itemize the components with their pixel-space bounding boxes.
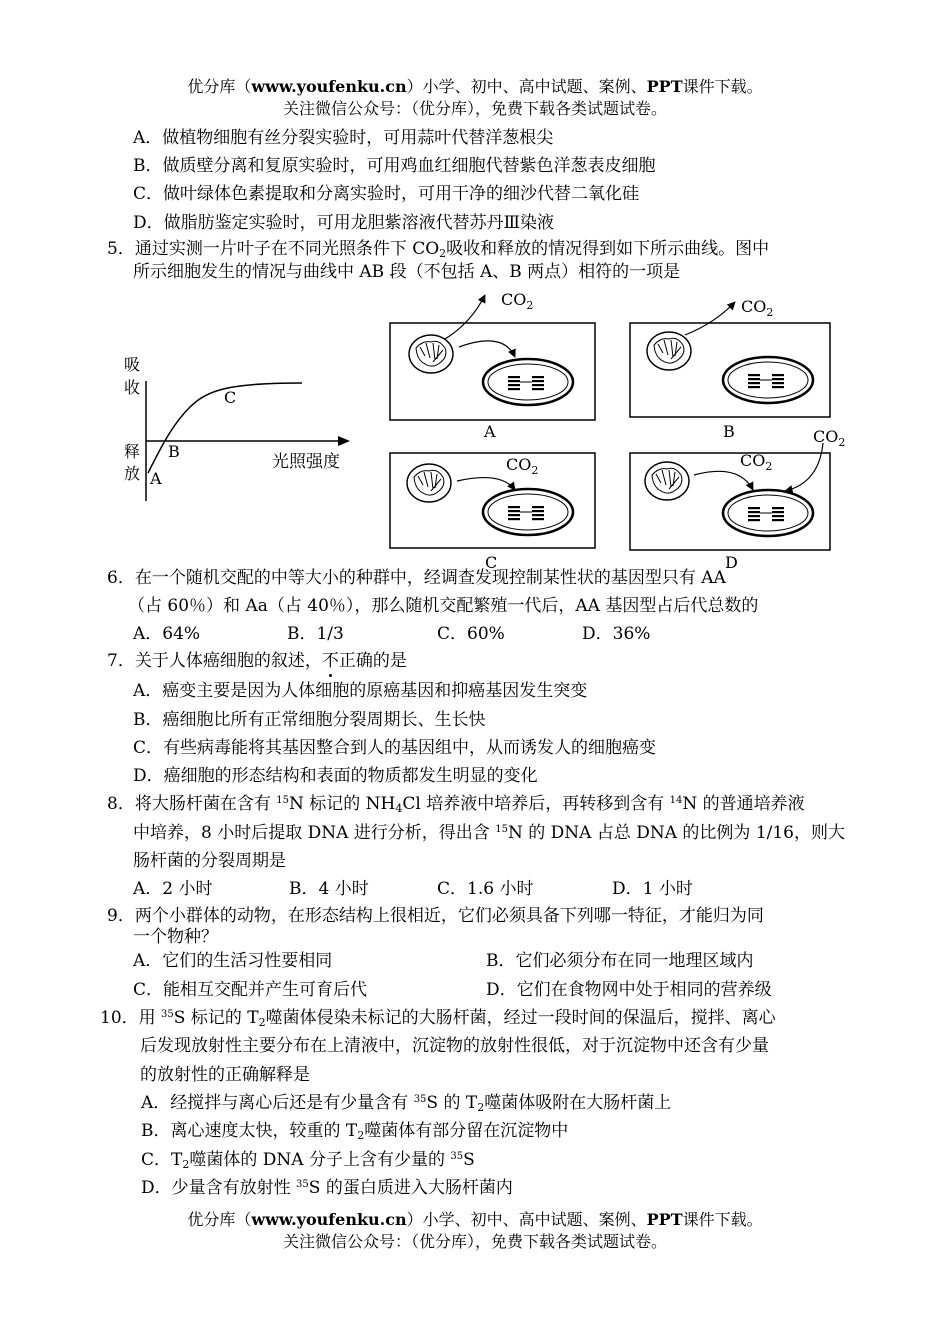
q9-option-c: C．能相互交配并产生可育后代 [133, 980, 368, 1000]
q4-option-b: B．做质壁分离和复原实验时，可用鸡血红细胞代替紫色洋葱表皮细胞 [133, 156, 656, 176]
cell-c-co2: $CO_2$ [506, 455, 539, 477]
q10-stem-line-1: 10．用 $^{35}$S 标记的 $T_2$噬菌体侵染未标记的大肠杆菌，经过一段时间的保温后，搅拌、离心 [100, 1008, 776, 1029]
q9-stem-line-2: 一个物种？ [133, 927, 218, 947]
graph-y-top-1: 吸 [124, 355, 141, 374]
q5-stem-line-1: 5．通过实测一片叶子在不同光照条件下 $CO_2$吸收和释放的情况得到如下所示曲线。图中 [107, 239, 770, 260]
graph-y-bottom-2: 放 [124, 464, 141, 483]
graph-point-c: C [224, 388, 237, 407]
cell-a-label: A [484, 422, 496, 441]
q8-option-d: D．1 小时 [612, 879, 693, 899]
q6-stem-line-1: 6．在一个随机交配的中等大小的种群中，经调查发现控制某性状的基因型只有 AA [107, 568, 726, 588]
footer-line-2: 关注微信公众号：（优分库），免费下载各类试题试卷。 [282, 1232, 667, 1251]
q5-cell-diagrams [385, 285, 855, 575]
graph-point-b: B [168, 442, 180, 461]
q9-option-d: D．它们在食物网中处于相同的营养级 [486, 980, 772, 1000]
q8-stem-line-2: 中培养，8 小时后提取 DNA 进行分析，得出含 $^{15}$N 的 DNA 占总 DNA 的比例为 1/16，则大 [133, 823, 845, 843]
graph-y-top-2: 收 [124, 378, 141, 397]
header-line-2: 关注微信公众号：（优分库），免费下载各类试题试卷。 [282, 99, 667, 118]
q10-option-d: D．少量含有放射性 $^{35}$S 的蛋白质进入大肠杆菌内 [141, 1178, 513, 1198]
q6-option-a: A．64% [133, 624, 201, 644]
q8-option-b: B．4 小时 [289, 879, 369, 899]
q8-stem-line-3: 肠杆菌的分裂周期是 [133, 851, 286, 871]
q9-stem-line-1: 9．两个小群体的动物，在形态结构上很相近，它们必须具备下列哪一特征，才能归为同 [107, 906, 764, 926]
q7-option-c: C．有些病毒能将其基因整合到人的基因组中，从而诱发人的细胞癌变 [133, 738, 657, 758]
q10-stem-line-2: 后发现放射性主要分布在上清液中，沉淀物的放射性很低，对于沉淀物中还含有少量 [140, 1036, 769, 1056]
cell-b-co2: $CO_2$ [741, 297, 774, 319]
q4-option-c: C．做叶绿体色素提取和分离实验时，可用干净的细沙代替二氧化硅 [133, 184, 640, 204]
q7-stem: 7．关于人体癌细胞的叙述，不正确的是 [107, 651, 407, 671]
cell-d-co2-outer: $CO_2$ [813, 427, 846, 449]
q7-option-d: D．癌细胞的形态结构和表面的物质都发生明显的变化 [133, 766, 538, 786]
q8-option-a: A．2 小时 [133, 879, 213, 899]
q8-stem-line-1: 8．将大肠杆菌在含有 $^{15}$N 标记的 $NH_4Cl$ 培养液中培养后，再转移到含有 $^{14}$N 的普通培养液 [107, 794, 805, 815]
q8-option-c: C．1.6 小时 [437, 879, 534, 899]
q6-option-c: C．60% [437, 624, 505, 644]
cell-b [630, 297, 830, 441]
q6-option-d: D．36% [582, 624, 651, 644]
q5-stem-line-2: 所示细胞发生的情况与曲线中 AB 段（不包括 A、B 两点）相符的一项是 [133, 262, 681, 282]
q10-stem-line-3: 的放射性的正确解释是 [140, 1065, 310, 1085]
q5-graph [112, 345, 362, 525]
graph-point-a: A [150, 469, 162, 488]
footer-line-1: 优分库（www.youfenku.cn）小学、初中、高中试题、案例、PPT课件下载。 [187, 1210, 763, 1229]
q10-option-a: A．经搅拌与离心后还是有少量含有 $^{35}$S 的 $T_2$噬菌体吸附在大肠杆菌上 [141, 1093, 672, 1114]
cell-c-label: C [485, 553, 498, 572]
graph-x-arrow [338, 436, 350, 446]
graph-y-bottom-1: 释 [124, 442, 141, 461]
q6-stem-line-2: （占 60％）和 Aa（占 40％），那么随机交配繁殖一代后，AA 基因型占后代总数的 [128, 596, 759, 616]
footer-site: www.youfenku.cn [251, 1210, 407, 1229]
cell-b-label: B [723, 422, 735, 441]
q10-option-c: C．$T_2$噬菌体的 DNA 分子上含有少量的 $^{35}$S [141, 1150, 475, 1171]
cell-d-label: D [725, 553, 738, 572]
q9-option-b: B．它们必须分布在同一地理区域内 [486, 951, 754, 971]
cell-d-co2-inner: $CO_2$ [740, 451, 773, 473]
q7-emphasis: 不 [321, 651, 339, 671]
q7-option-a: A．癌变主要是因为人体细胞的原癌基因和抑癌基因发生突变 [133, 681, 588, 701]
q9-option-a: A．它们的生活习性要相同 [133, 951, 333, 971]
cell-a [390, 290, 595, 441]
cell-d [630, 427, 845, 572]
header-site: www.youfenku.cn [251, 77, 407, 96]
cell-a-co2: $CO_2$ [501, 290, 534, 312]
q10-option-b: B．离心速度太快，较重的 $T_2$噬菌体有部分留在沉淀物中 [141, 1121, 569, 1142]
q6-option-b: B．1/3 [287, 624, 344, 644]
graph-x-label: 光照强度 [272, 452, 340, 472]
header-line-1: 优分库（www.youfenku.cn）小学、初中、高中试题、案例、PPT课件下载。 [187, 77, 763, 96]
cell-c [390, 453, 595, 572]
q7-option-b: B．癌细胞比所有正常细胞分裂周期长、生长快 [133, 710, 486, 730]
q4-option-a: A．做植物细胞有丝分裂实验时，可用蒜叶代替洋葱根尖 [133, 128, 554, 148]
q4-option-d: D．做脂肪鉴定实验时，可用龙胆紫溶液代替苏丹Ⅲ染液 [133, 213, 555, 233]
